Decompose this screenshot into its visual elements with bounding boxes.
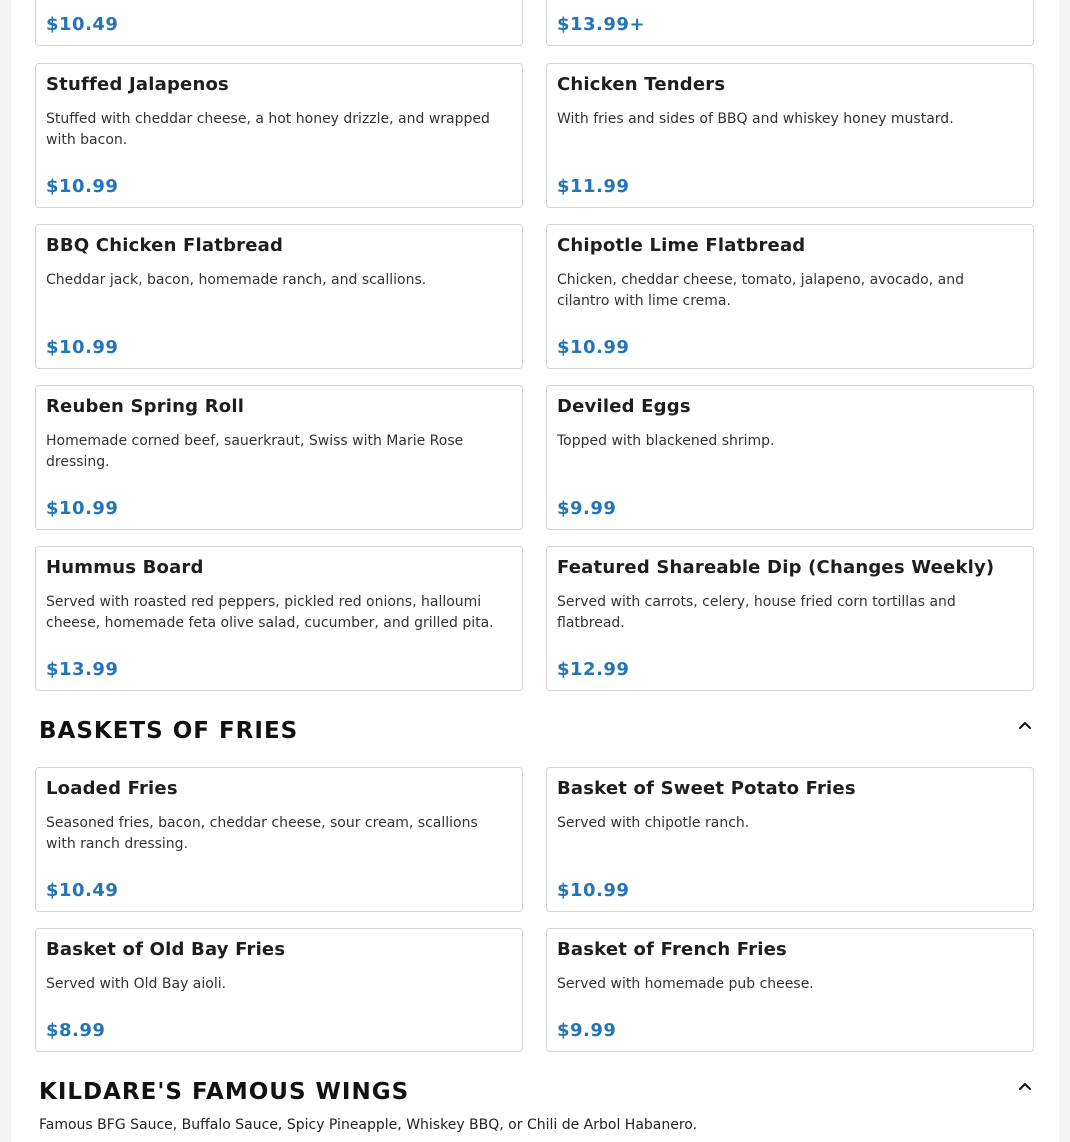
item-price: $10.99: [557, 337, 630, 358]
item-price: $9.99: [557, 1020, 617, 1041]
menu-item-card[interactable]: [35, 546, 523, 691]
item-description: Served with roasted red peppers, pickled red onions, halloumi cheese, homemade feta olive salad, cucumber, and grilled pita.: [46, 594, 494, 631]
menu-item-card[interactable]: [35, 767, 523, 912]
item-description: Served with homemade pub cheese.: [557, 976, 814, 992]
menu-item-card[interactable]: [546, 928, 1034, 1052]
item-price: $10.99: [46, 176, 119, 197]
item-name: Basket of French Fries: [557, 939, 787, 960]
chevron-up-icon[interactable]: [1014, 714, 1036, 736]
item-name: Reuben Spring Roll: [46, 396, 245, 417]
menu-item-card[interactable]: [35, 928, 523, 1052]
menu-item-card[interactable]: [546, 224, 1034, 369]
item-price: $10.49: [46, 880, 119, 901]
item-name: Stuffed Jalapenos: [46, 74, 229, 95]
item-description: Topped with blackened shrimp.: [557, 433, 775, 449]
item-price: $10.49: [46, 14, 119, 35]
item-name: Chicken Tenders: [557, 74, 726, 95]
item-name: Featured Shareable Dip (Changes Weekly): [557, 557, 995, 578]
item-price: $13.99: [46, 659, 119, 680]
item-description: Chicken, cheddar cheese, tomato, jalapeno, avocado, and cilantro with lime crema.: [557, 272, 964, 309]
section-title-wings: KILDARE'S FAMOUS WINGS: [39, 1079, 410, 1105]
item-description: Served with carrots, celery, house fried corn tortillas and flatbread.: [557, 594, 956, 631]
item-description: Homemade corned beef, sauerkraut, Swiss with Marie Rose dressing.: [46, 433, 464, 470]
item-price: $8.99: [46, 1020, 106, 1041]
section-title-fries: BASKETS OF FRIES: [39, 718, 299, 744]
item-price: $12.99: [557, 659, 630, 680]
section-description: Famous BFG Sauce, Buffalo Sauce, Spicy Pineapple, Whiskey BBQ, or Chili de Arbol Habanero.: [39, 1117, 698, 1133]
menu-item-card[interactable]: [546, 767, 1034, 912]
menu-item-card[interactable]: [546, 63, 1034, 208]
menu-item-card[interactable]: [35, 224, 523, 369]
menu-item-card[interactable]: [546, 385, 1034, 530]
item-description: Cheddar jack, bacon, homemade ranch, and scallions.: [46, 272, 427, 288]
item-price: $10.99: [46, 337, 119, 358]
item-price: $9.99: [557, 498, 617, 519]
item-name: BBQ Chicken Flatbread: [46, 235, 284, 256]
item-description: Stuffed with cheddar cheese, a hot honey drizzle, and wrapped with bacon.: [46, 111, 490, 148]
menu-item-card[interactable]: [35, 385, 523, 530]
menu-item-card[interactable]: [35, 63, 523, 208]
menu-page: [11, 0, 1059, 1142]
item-description: With fries and sides of BBQ and whiskey honey mustard.: [557, 111, 954, 127]
item-name: Hummus Board: [46, 557, 204, 578]
menu-item-card[interactable]: [35, 0, 523, 46]
item-price: $10.99: [557, 880, 630, 901]
menu-item-card[interactable]: [546, 546, 1034, 691]
item-name: Deviled Eggs: [557, 396, 691, 417]
menu-item-card[interactable]: [546, 0, 1034, 46]
item-name: Loaded Fries: [46, 778, 178, 799]
chevron-up-icon[interactable]: [1014, 1075, 1036, 1097]
item-price: $13.99+: [557, 14, 646, 35]
item-name: Basket of Sweet Potato Fries: [557, 778, 856, 799]
item-description: Seasoned fries, bacon, cheddar cheese, sour cream, scallions with ranch dressing.: [46, 815, 478, 852]
item-description: Served with chipotle ranch.: [557, 815, 750, 831]
item-description: Served with Old Bay aioli.: [46, 976, 227, 992]
item-name: Basket of Old Bay Fries: [46, 939, 286, 960]
item-price: $11.99: [557, 176, 630, 197]
item-price: $10.99: [46, 498, 119, 519]
item-name: Chipotle Lime Flatbread: [557, 235, 806, 256]
